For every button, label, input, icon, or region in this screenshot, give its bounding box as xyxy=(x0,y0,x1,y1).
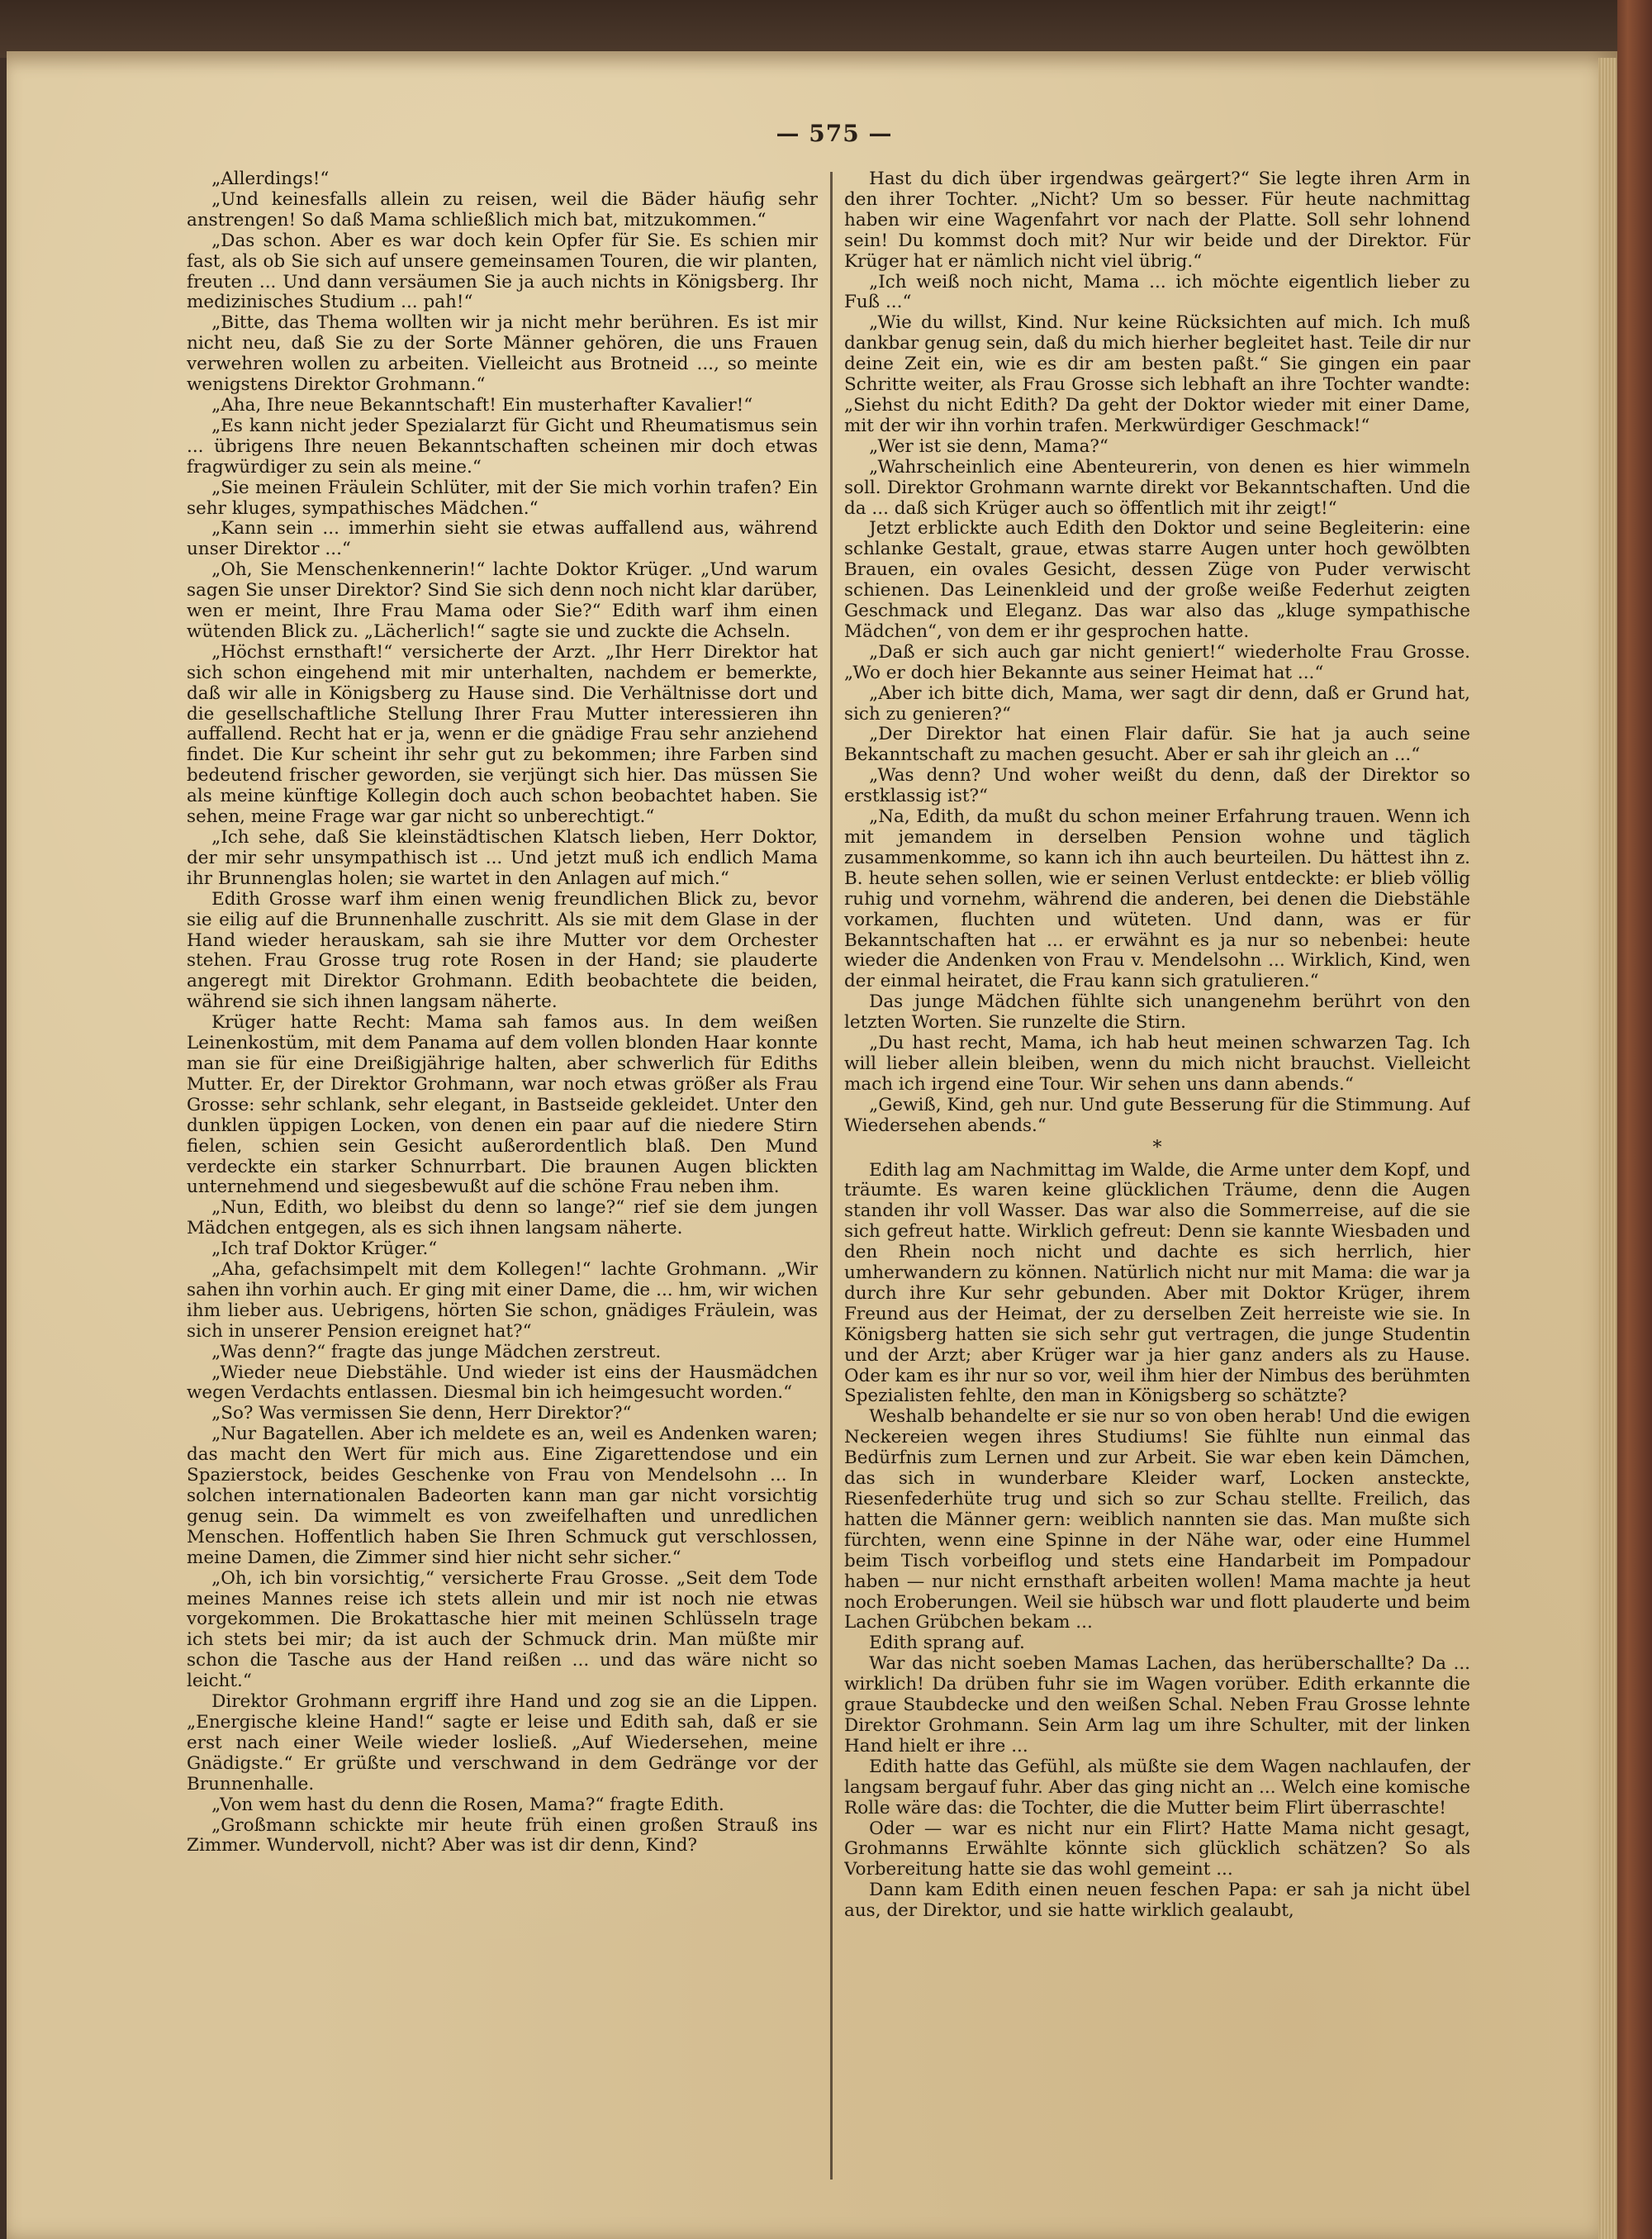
paragraph: „Oh, Sie Menschenkennerin!“ lachte Doktor Krüger. „Und warum sagen Sie unser Direktor? Sind Sie sich denn noch nicht klar darüber, wen er meint, Ihre Frau Mama oder Sie?“ Edith warf ihm einen wütenden Blick zu. „Lächerlich!“ sagte sie und zuckte die Achseln. xyxy=(187,559,818,642)
left-text-column xyxy=(187,169,818,2194)
paragraph: „Na, Edith, da mußt du schon meiner Erfahrung trauen. Wenn ich mit jemandem in derselben Pension wohne und täglich zusammenkomme, so kann ich ihn auch beurteilen. Du hättest ihn z. B. heute sehen sollen, wie er seinen Verlust entdeckte: er blieb völlig ruhig und vornehm, während die anderen, bei denen die Diebstähle vorkamen, fluchten und wüteten. Und dann, was er für Bekanntschaften hat ... er erwähnt es ja nur so nebenbei: heute wieder die Andenken von Frau v. Mendelsohn ... Wirklich, Kind, wen der einmal heiratet, die Frau kann sich gratulieren.“ xyxy=(844,806,1470,992)
paragraph: Edith sprang auf. xyxy=(869,1633,1025,1654)
paragraph: „Großmann schickte mir heute früh einen großen Strauß ins Zimmer. Wundervoll, nicht? Aber was ist dir denn, Kind? xyxy=(187,1814,818,1856)
right-text-column xyxy=(844,169,1470,2194)
paragraph: „Kann sein ... immerhin sieht sie etwas auffallend aus, während unser Direktor ...“ xyxy=(187,518,818,560)
paragraph: „Was denn? Und woher weißt du denn, daß der Direktor so erstklassig ist?“ xyxy=(844,765,1470,807)
section-break: * xyxy=(1152,1137,1162,1158)
paragraph: Weshalb behandelte er sie nur so von oben herab! Und die ewigen Neckereien wegen ihres Studiums! Sie fühlte nun einmal das Bedürfnis zum Lernen und zur Arbeit. Sie war eben kein Dämchen, das sich in wunderbare Kleider warf, Locken ansteckte, Riesenfederhüte trug und sich so zur Schau stellte. Freilich, das hatten die Männer gern: weiblich nannten sie das. Man mußte sich fürchten, wenn eine Spinne in der Nähe war, oder eine Hummel beim Tisch vorbeiflog und stets eine Handarbeit im Pompadour haben — nur nicht ernsthaft arbeiten wollen! Mama machte ja heut noch Eroberungen. Weil sie hübsch war und flott plauderte und beim Lachen Grübchen bekam ... xyxy=(844,1406,1470,1633)
paragraph: „Aha, Ihre neue Bekanntschaft! Ein musterhafter Kavalier!“ xyxy=(211,394,753,416)
paragraph: „Oh, ich bin vorsichtig,“ versicherte Frau Grosse. „Seit dem Tode meines Mannes reise ich stets allein und mir ist noch nie etwas vorgekommen. Die Brokattasche hier mit meinen Schlüsseln trage ich stets bei mir; da ist auch der Schmuck drin. Man müßte mir schon die Tasche aus der Hand reißen ... und das wäre nicht so leicht.“ xyxy=(187,1567,818,1692)
paragraph: Jetzt erblickte auch Edith den Doktor und seine Begleiterin: eine schlanke Gestalt, graue, etwas starre Augen unter hoch gewölbten Brauen, ein ovales Gesicht, dessen Züge von Puder verwischt schienen. Das Leinenkleid und der große weiße Federhut zeigten Geschmack und Eleganz. Das war also das „kluge sympathische Mädchen“, von dem er ihr gesprochen hatte. xyxy=(844,518,1470,642)
paragraph: „Aber ich bitte dich, Mama, wer sagt dir denn, daß er Grund hat, sich zu genieren?“ xyxy=(844,682,1470,725)
paragraph: Krüger hatte Recht: Mama sah famos aus. In dem weißen Leinenkostüm, mit dem Panama auf dem vollen blonden Haar konnte man sie für eine Dreißigjährige halten, aber schwerlich für Ediths Mutter. Er, der Direktor Grohmann, war noch etwas größer als Frau Grosse: sehr schlank, sehr elegant, in Bastseide gekleidet. Unter den dunklen üppigen Locken, von denen ein paar auf die niedere Stirn fielen, schien sein Gesicht außerordentlich blaß. Den Mund verdeckte ein starker Schnurrbart. Die braunen Augen blickten unternehmend und siegesbewußt auf die schöne Frau neben ihm. xyxy=(187,1012,818,1198)
paragraph: Edith hatte das Gefühl, als müßte sie dem Wagen nachlaufen, der langsam bergauf fuhr. Aber das ging nicht an ... Welch eine komische Rolle wäre das: die Tochter, die die Mutter beim Flirt überraschte! xyxy=(844,1756,1470,1818)
paragraph: „Wer ist sie denn, Mama?“ xyxy=(869,435,1108,457)
paragraph: „Ich weiß noch nicht, Mama ... ich möchte eigentlich lieber zu Fuß ...“ xyxy=(844,271,1470,313)
paragraph: „Aha, gefachsimpelt mit dem Kollegen!“ lachte Grohmann. „Wir sahen ihn vorhin auch. Er ging mit einer Dame, die ... hm, wir wichen ihm lieber aus. Uebrigens, hörten Sie schon, gnädiges Fräulein, was sich in unserer Pension ereignet hat?“ xyxy=(187,1259,818,1342)
paragraph: „Wahrscheinlich eine Abenteurerin, von denen es hier wimmeln soll. Direktor Grohmann warnte direkt vor Bekanntschaften. Und die da ... daß sich Krüger auch so öffentlich mit ihr zeigt!“ xyxy=(844,456,1470,519)
page-stack-edges xyxy=(1598,58,1616,2239)
paragraph: Edith lag am Nachmittag im Walde, die Arme unter dem Kopf, und träumte. Es waren keine glücklichen Träume, denn die Augen standen ihr voll Wasser. Das war also die Sommerreise, auf die sie sich gefreut hatte. Wirklich gefreut: Denn sie kannte Wiesbaden und den Rhein noch nicht und dachte es sich herrlich, hier umherwandern zu können. Natürlich nicht nur mit Mama: die war ja durch ihre Kur sehr gebunden. Aber mit Doktor Krüger, ihrem Freund aus der Heimat, der zu derselben Zeit herreiste wie sie. In Königsberg hatten sie sich sehr gut vertragen, die junge Studentin und der Arzt; aber Krüger war ja hier ganz anders als zu Hause. Oder kam es ihr nur so vor, weil ihm hier der Nimbus des berühmten Spezialisten fehlte, den man in Königsberg so schätzte? xyxy=(844,1159,1470,1407)
scan-top-background xyxy=(0,0,1652,58)
paragraph: „Nur Bagatellen. Aber ich meldete es an, weil es Andenken waren; das macht den Wert für mich aus. Eine Zigarettendose und ein Spazierstock, beides Geschenke von Frau von Mendelsohn ... In solchen internationalen Badeorten kann man gar nicht vorsichtig genug sein. Da wimmelt es von zweifelhaften und unredlichen Menschen. Hoffentlich haben Sie Ihren Schmuck gut verschlossen, meine Damen, die Zimmer sind hier nicht sehr sicher.“ xyxy=(187,1424,818,1568)
paragraph: Edith Grosse warf ihm einen wenig freundlichen Blick zu, bevor sie eilig auf die Brunnenhalle zuschritt. Als sie mit dem Glase in der Hand wieder herauskam, sah sie ihre Mutter vor dem Orchester stehen. Frau Grosse trug rote Rosen in der Hand; sie plauderte angeregt mit Direktor Grohmann. Edith beobachtete die beiden, während sie sich ihnen langsam näherte. xyxy=(187,888,818,1013)
paragraph: „Es kann nicht jeder Spezialarzt für Gicht und Rheumatismus sein ... übrigens Ihre neuen Bekanntschaften scheinen mir doch etwas fragwürdiger zu sein als meine.“ xyxy=(187,415,818,478)
paragraph: Direktor Grohmann ergriff ihre Hand und zog sie an die Lippen. „Energische kleine Hand!“ sagte er leise und Edith sah, daß er sie erst nach einer Weile wieder losließ. „Auf Wiedersehen, meine Gnädigste.“ Er grüßte und verschwand in dem Gedränge vor der Brunnenhalle. xyxy=(187,1691,818,1795)
paragraph: „Wieder neue Diebstähle. Und wieder ist eins der Hausmädchen wegen Verdachts entlassen. Diesmal bin ich heimgesucht worden.“ xyxy=(187,1362,818,1404)
paragraph: War das nicht soeben Mamas Lachen, das herüberschallte? Da ... wirklich! Da drüben fuhr sie im Wagen vorüber. Edith erkannte die graue Staubdecke und den weißen Schal. Neben Frau Grosse lehnte Direktor Grohmann. Sein Arm lag um ihre Schulter, mit der linken Hand hielt er ihre ... xyxy=(844,1653,1470,1756)
paragraph: Hast du dich über irgendwas geärgert?“ Sie legte ihren Arm in den ihrer Tochter. „Nicht? Um so besser. Für heute nachmittag haben wir eine Wagenfahrt vor nach der Platte. Soll sehr lohnend sein! Du kommst doch mit? Nur wir beide und der Direktor. Für Krüger hat er nämlich nicht viel übrig.“ xyxy=(844,169,1470,272)
column-divider xyxy=(830,172,833,2180)
paragraph: „Sie meinen Fräulein Schlüter, mit der Sie mich vorhin trafen? Ein sehr kluges, sympathisches Mädchen.“ xyxy=(187,477,818,519)
paragraph: „Bitte, das Thema wollten wir ja nicht mehr berühren. Es ist mir nicht neu, daß Sie zu der Sorte Männer gehören, die uns Frauen verwehren wollen zu arbeiten. Vielleicht aus Brotneid ..., so meinte wenigstens Direktor Grohmann.“ xyxy=(187,312,818,396)
paragraph: „Das schon. Aber es war doch kein Opfer für Sie. Es schien mir fast, als ob Sie sich auf unsere gemeinsamen Touren, die wir planten, freuten ... Und dann versäumen Sie ja auch nichts in Königsberg. Ihr medizinisches Studium ... pah!“ xyxy=(187,230,818,313)
book-binding-edge xyxy=(1617,0,1652,2239)
paragraph: Das junge Mädchen fühlte sich unangenehm berührt von den letzten Worten. Sie runzelte die Stirn. xyxy=(844,991,1470,1034)
paragraph: „Nun, Edith, wo bleibst du denn so lange?“ rief sie dem jungen Mädchen entgegen, als es sich ihnen langsam näherte. xyxy=(187,1197,818,1239)
paragraph: „Allerdings!“ xyxy=(211,169,330,189)
paragraph: „Du hast recht, Mama, ich hab heut meinen schwarzen Tag. Ich will lieber allein bleiben, wenn du mich nicht brauchst. Vielleicht mach ich irgend eine Tour. Wir sehen uns dann abends.“ xyxy=(844,1033,1470,1095)
paragraph: „Wie du willst, Kind. Nur keine Rücksichten auf mich. Ich muß dankbar genug sein, daß du mich hierher begleitet hast. Teile dir nur deine Zeit ein, wie es dir am besten paßt.“ Sie gingen ein paar Schritte weiter, als Frau Grosse sich lebhaft an ihre Tochter wandte: „Siehst du nicht Edith? Da geht der Doktor wieder mit einer Dame, mit der wir ihn vorhin trafen. Merkwürdiger Geschmack!“ xyxy=(844,312,1470,436)
paragraph: Oder — war es nicht nur ein Flirt? Hatte Mama nicht gesagt, Grohmanns Erwählte könnte sich glücklich schätzen? So als Vorbereitung hatte sie das wohl gemeint ... xyxy=(844,1818,1470,1880)
paragraph: „Ich traf Doktor Krüger.“ xyxy=(211,1238,438,1260)
paragraph: „Was denn?“ fragte das junge Mädchen zerstreut. xyxy=(211,1341,662,1362)
page-number: — 575 — xyxy=(776,120,893,147)
paragraph: „So? Was vermissen Sie denn, Herr Direktor?“ xyxy=(211,1403,632,1424)
paragraph: „Und keinesfalls allein zu reisen, weil die Bäder häufig sehr anstrengen! So daß Mama schließlich mich bat, mitzukommen.“ xyxy=(187,188,818,231)
paragraph: „Daß er sich auch gar nicht geniert!“ wiederholte Frau Grosse. „Wo er doch hier Bekannte aus seiner Heimat hat ...“ xyxy=(844,641,1470,683)
paragraph: „Der Direktor hat einen Flair dafür. Sie hat ja auch seine Bekanntschaft zu machen gesucht. Aber er sah ihr gleich an ...“ xyxy=(844,724,1470,766)
paragraph: „Höchst ernsthaft!“ versicherte der Arzt. „Ihr Herr Direktor hat sich schon eingehend mit mir unterhalten, nachdem er bemerkte, daß wir alle in Königsberg zu Hause sind. Die Verhältnisse dort und die gesellschaftliche Stellung Ihrer Frau Mutter interessieren ihn auffallend. Recht hat er ja, wenn er die gnädige Frau sehr anziehend findet. Die Kur scheint ihr sehr gut zu bekommen; ihre Farben sind bedeutend frischer geworden, sie verjüngt sich hier. Das müssen Sie als meine künftige Kollegin doch auch schon beobachtet haben. Sie sehen, meine Frage war gar nicht so unberechtigt.“ xyxy=(187,641,818,828)
paragraph: „Gewiß, Kind, geh nur. Und gute Besserung für die Stimmung. Auf Wiedersehen abends.“ xyxy=(844,1094,1470,1136)
paragraph: „Ich sehe, daß Sie kleinstädtischen Klatsch lieben, Herr Doktor, der mir sehr unsympathisch ist ... Und jetzt muß ich endlich Mama ihr Brunnenglas holen; sie wartet in den Anlagen auf mich.“ xyxy=(187,827,818,889)
paragraph: „Von wem hast du denn die Rosen, Mama?“ fragte Edith. xyxy=(211,1794,724,1815)
paragraph: Dann kam Edith einen neuen feschen Papa: er sah ja nicht übel aus, der Direktor, und sie hatte wirklich gealaubt, xyxy=(844,1880,1470,1922)
